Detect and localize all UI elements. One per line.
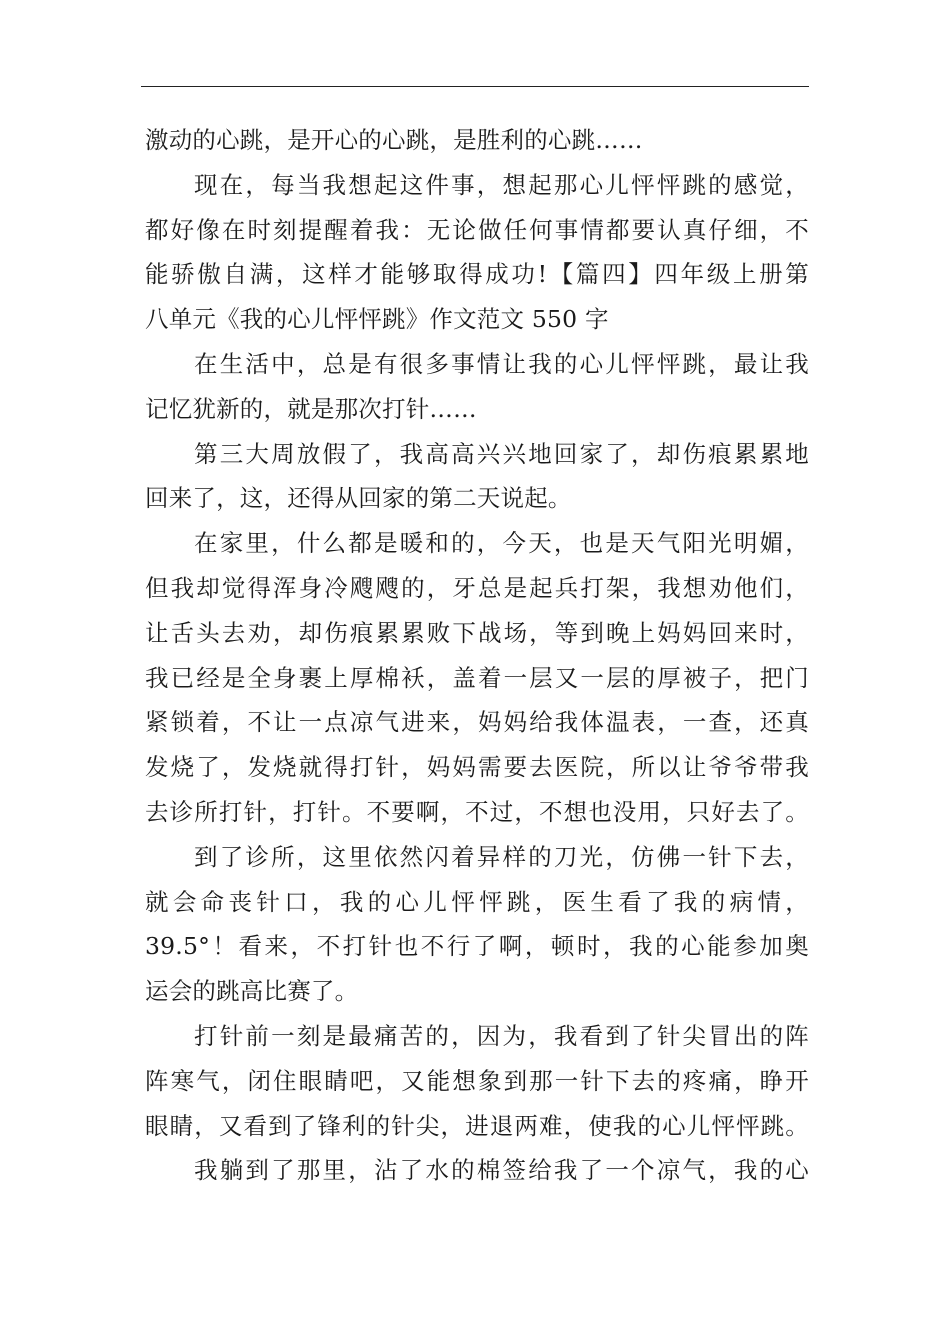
text-line: 记忆犹新的，就是那次打针…… xyxy=(145,394,477,423)
text-line: 但我却觉得浑身冷飕飕的，牙总是起兵打架，我想劝他们， xyxy=(145,573,809,602)
text-line: 现在，每当我想起这件事，想起那心儿怦怦跳的感觉， xyxy=(194,170,809,199)
text-line: 打针前一刻是最痛苦的，因为，我看到了针尖冒出的阵 xyxy=(194,1021,809,1050)
text-line: 在生活中，总是有很多事情让我的心儿怦怦跳，最让我 xyxy=(194,349,809,378)
text-line: 阵寒气，闭住眼睛吧，又能想象到那一针下去的疼痛，睁开 xyxy=(145,1066,809,1095)
text-line: 眼睛，又看到了锋利的针尖，进退两难，使我的心儿怦怦跳。 xyxy=(145,1111,809,1140)
text-line: 去诊所打针，打针。不要啊，不过，不想也没用，只好去了。 xyxy=(145,797,809,826)
text-line: 紧锁着，不让一点凉气进来，妈妈给我体温表，一查，还真 xyxy=(145,708,809,737)
text-line: 运会的跳高比赛了。 xyxy=(145,977,359,1006)
text-line: 我躺到了那里，沾了水的棉签给我了一个凉气，我的心 xyxy=(194,1156,809,1185)
text-line: 39.5°！看来，不打针也不行了啊，顿时，我的心能参加奥 xyxy=(145,932,809,961)
text-line: 回来了，这，还得从回家的第二天说起。 xyxy=(145,484,572,513)
body-text xyxy=(145,118,809,1193)
text-line: 第三大周放假了，我高高兴兴地回家了，却伤痕累累地 xyxy=(194,439,809,468)
text-line: 能骄傲自满，这样才能够取得成功!【篇四】四年级上册第 xyxy=(145,260,809,289)
text-line: 就会命丧针口，我的心儿怦怦跳，医生看了我的病情， xyxy=(145,887,809,916)
text-line: 都好像在时刻提醒着我：无论做任何事情都要认真仔细，不 xyxy=(145,215,809,244)
header-rule xyxy=(141,86,809,87)
text-line: 我已经是全身裹上厚棉袄，盖着一层又一层的厚被子，把门 xyxy=(145,663,809,692)
text-line: 在家里，什么都是暖和的，今天，也是天气阳光明媚， xyxy=(194,529,809,558)
text-line: 让舌头去劝，却伤痕累累败下战场，等到晚上妈妈回来时， xyxy=(145,618,809,647)
text-line: 发烧了，发烧就得打针，妈妈需要去医院，所以让爷爷带我 xyxy=(145,753,809,782)
text-line: 激动的心跳，是开心的心跳，是胜利的心跳…… xyxy=(145,126,643,154)
text-line: 八单元《我的心儿怦怦跳》作文范文 550 字 xyxy=(145,305,609,334)
text-line: 到了诊所，这里依然闪着异样的刀光，仿佛一针下去， xyxy=(194,842,809,871)
